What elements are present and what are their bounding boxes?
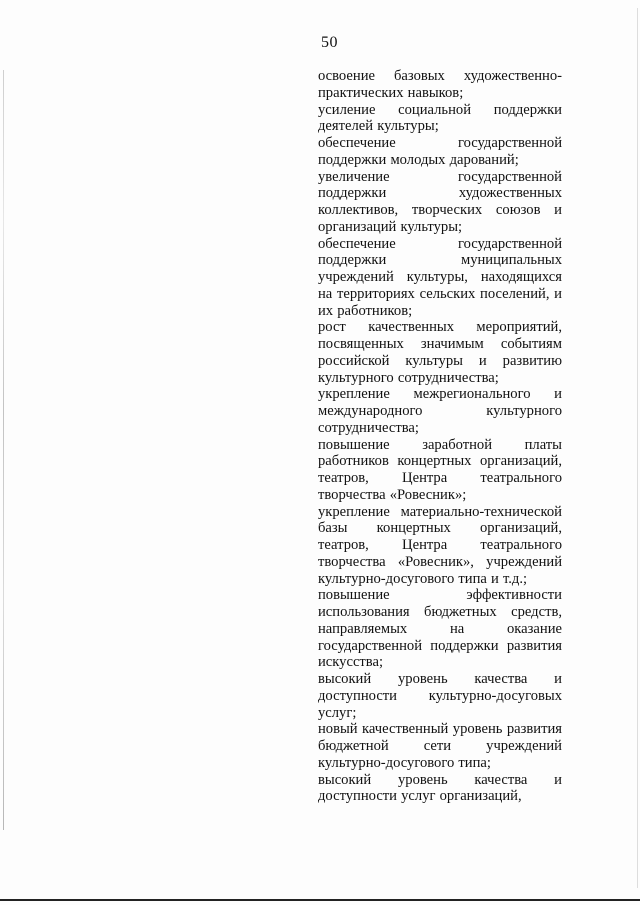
list-item: рост качественных мероприятий, посвященных значимым событиям российской культуры и развитию культурного сотрудничества; — [318, 319, 562, 386]
text-column — [318, 68, 562, 805]
list-item: повышение заработной платы работников концертных организаций, театров, Центра театрального творчества «Ровесник»; — [318, 436, 562, 503]
scan-edge-bottom — [0, 899, 640, 901]
scan-edge-left — [3, 70, 4, 830]
list-item: высокий уровень качества и доступности культурно-досуговых услуг; — [318, 671, 562, 721]
list-item: укрепление межрегионального и международного культурного сотрудничества; — [318, 386, 562, 436]
list-item: увеличение государственной поддержки художественных коллективов, творческих союзов и организаций культуры; — [318, 168, 562, 235]
list-item: новый качественный уровень развития бюджетной сети учреждений культурно-досугового типа; — [318, 721, 562, 771]
list-item: повышение эффективности использования бюджетных средств, направляемых на оказание государственной поддержки развития искусства; — [318, 587, 562, 671]
list-item: обеспечение государственной поддержки муниципальных учреждений культуры, находящихся на территориях сельских поселений, и их работников; — [318, 235, 562, 319]
list-item: усиление социальной поддержки деятелей культуры; — [318, 101, 562, 135]
list-item: освоение базовых художественно-практических навыков; — [318, 68, 562, 101]
list-item: обеспечение государственной поддержки молодых дарований; — [318, 135, 562, 168]
page-number: 50 — [321, 34, 338, 51]
list-item: высокий уровень качества и доступности услуг организаций, — [318, 771, 562, 805]
list-item: укрепление материально-технической базы концертных организаций, театров, Центра театрального творчества «Ровесник», учреждений культурно-досугового типа и т.д.; — [318, 503, 562, 587]
scan-edge-right — [637, 8, 638, 888]
